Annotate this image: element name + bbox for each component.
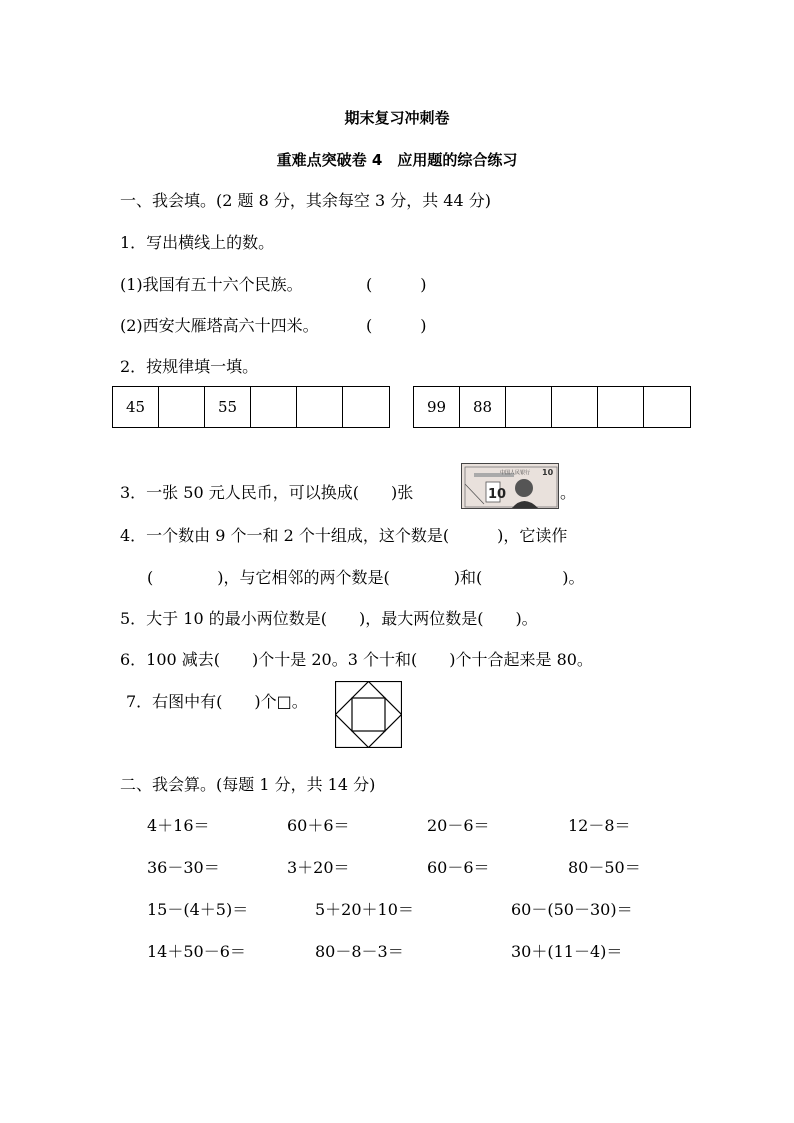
sequence-cell: 55: [205, 387, 251, 427]
arithmetic-problem: 4＋16＝: [147, 816, 210, 835]
sequence-blank[interactable]: [159, 387, 205, 427]
sequence-cell: 99: [414, 387, 460, 427]
sequence-cell: 88: [460, 387, 506, 427]
q2-label: 2．按规律填一填。: [120, 357, 259, 376]
arithmetic-problem: 5＋20＋10＝: [315, 900, 414, 919]
sequence-blank[interactable]: [506, 387, 552, 427]
nested-squares-figure: [335, 681, 402, 752]
sequence-table-2: [413, 386, 691, 428]
svg-text:中国人民银行: 中国人民银行: [500, 470, 531, 476]
q3-text: 3．一张 50 元人民币，可以换成( )张: [120, 483, 414, 502]
arithmetic-problem: 12－8＝: [568, 816, 631, 835]
arithmetic-problem: 60－6＝: [427, 858, 490, 877]
q1a-text: (1)我国有五十六个民族。: [120, 275, 303, 294]
arithmetic-problem: 36－30＝: [147, 858, 220, 877]
arithmetic-problem: 60＋6＝: [287, 816, 350, 835]
page-title: 期末复习冲刺卷: [344, 109, 450, 127]
section1-heading: 一、我会填。(2 题 8 分，其余每空 3 分，共 44 分): [120, 191, 491, 210]
sequence-table-1: [112, 386, 390, 428]
sequence-blank[interactable]: [552, 387, 598, 427]
sequence-blank[interactable]: [297, 387, 343, 427]
q1a-blank[interactable]: ( ): [366, 275, 427, 294]
arithmetic-problem: 20－6＝: [427, 816, 490, 835]
q6-text: 6．100 减去( )个十是 20。3 个十和( )个十合起来是 80。: [120, 650, 593, 669]
sequence-blank[interactable]: [598, 387, 644, 427]
arithmetic-problem: 80－8－3＝: [315, 942, 404, 961]
arithmetic-problem: 3＋20＝: [287, 858, 350, 877]
q3-suffix: 。: [560, 483, 577, 502]
banknote-10-yuan-image: [461, 463, 559, 509]
section2-heading: 二、我会算。(每题 1 分，共 14 分): [120, 775, 376, 794]
sequence-blank[interactable]: [343, 387, 389, 427]
arithmetic-problem: 14＋50－6＝: [147, 942, 246, 961]
page-subtitle: 重难点突破卷 4 应用题的综合练习: [276, 151, 518, 169]
q1-label: 1．写出横线上的数。: [120, 233, 275, 252]
q5-text: 5．大于 10 的最小两位数是( )，最大两位数是( )。: [120, 609, 538, 628]
sequence-blank[interactable]: [251, 387, 297, 427]
arithmetic-problem: 15－(4＋5)＝: [147, 900, 249, 919]
svg-text:10: 10: [488, 487, 507, 502]
q1b-blank[interactable]: ( ): [366, 316, 427, 335]
q1b-text: (2)西安大雁塔高六十四米。: [120, 316, 319, 335]
q4-line1: 4．一个数由 9 个一和 2 个十组成，这个数是( )，它读作: [120, 526, 568, 545]
arithmetic-problem: 80－50＝: [568, 858, 641, 877]
arithmetic-problem: 60－(50－30)＝: [511, 900, 633, 919]
svg-text:10: 10: [542, 468, 554, 477]
sequence-blank[interactable]: [644, 387, 690, 427]
sequence-cell: 45: [113, 387, 159, 427]
q4-line2: ( )，与它相邻的两个数是( )和( )。: [147, 568, 585, 587]
q7-text: 7．右图中有( )个□。: [126, 692, 308, 711]
arithmetic-problem: 30＋(11－4)＝: [511, 942, 623, 961]
